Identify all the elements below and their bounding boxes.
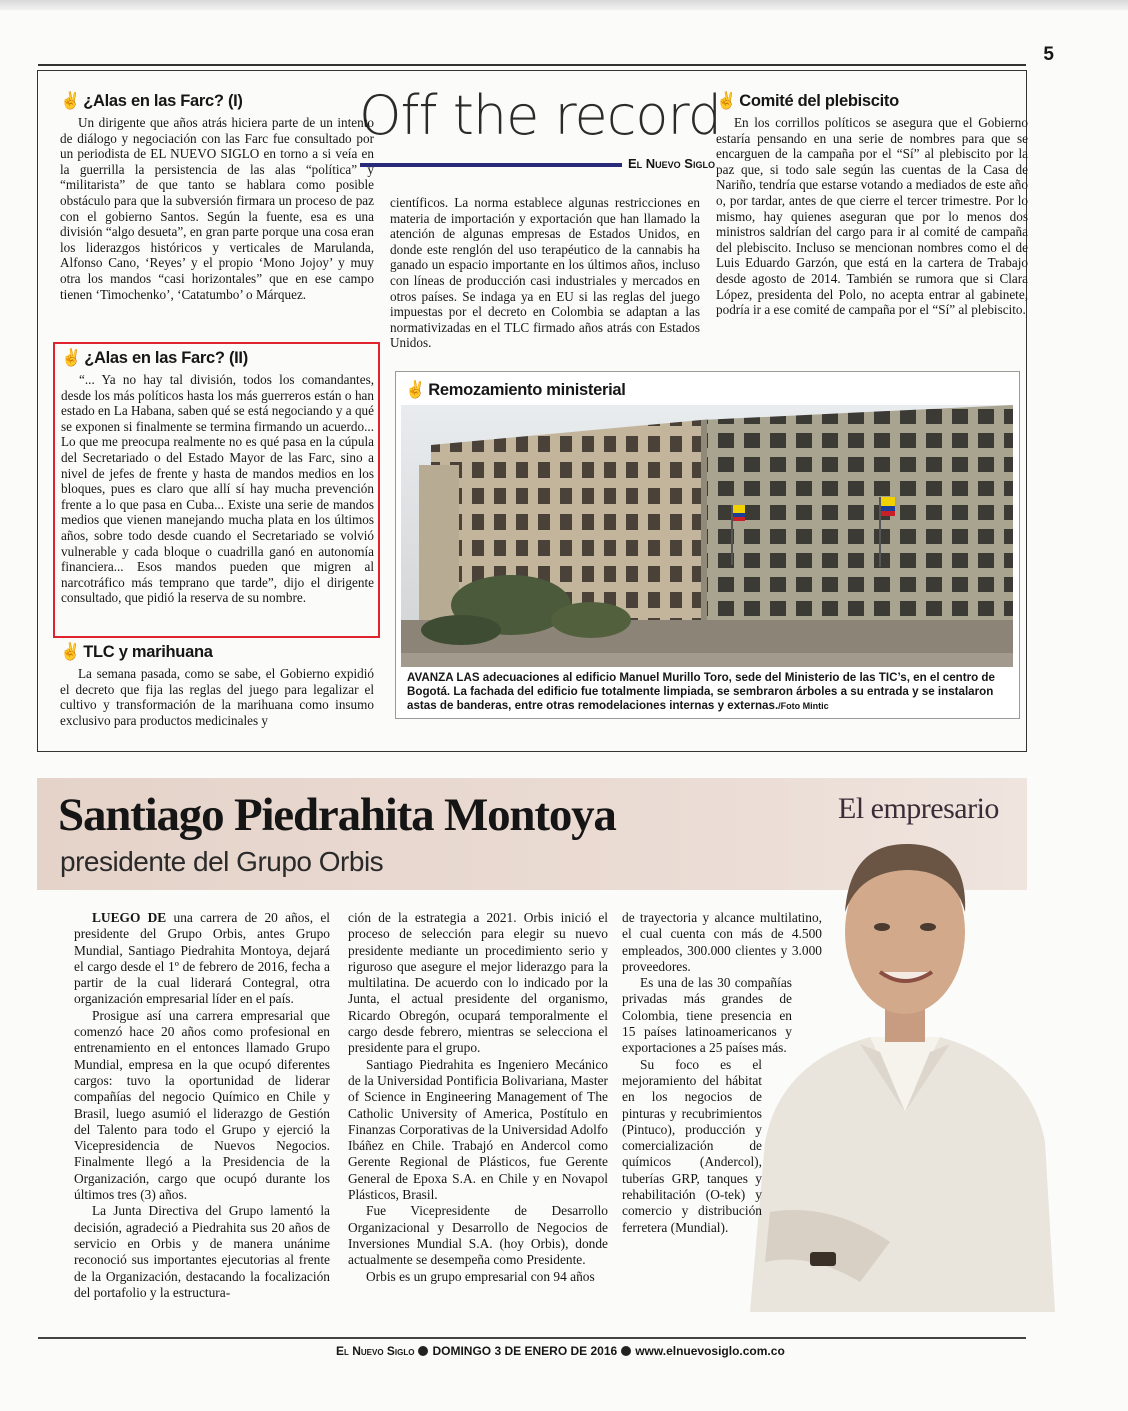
- section-label: El empresario: [838, 792, 999, 825]
- footer-url[interactable]: www.elnuevosiglo.com.co: [635, 1344, 785, 1358]
- page-number: 5: [1043, 44, 1054, 65]
- section-alas-2: [61, 349, 374, 606]
- bullet-icon: [621, 1346, 631, 1356]
- paragraph: Fue Vicepresidente de Desarrollo Organizacional y Desarrollo de Negocios de Inversiones Mundial S.A. (hoy Orbis), donde actualmente se desempeña como Presidente.: [348, 1203, 608, 1268]
- masthead-brand: El Nuevo Siglo: [628, 156, 715, 171]
- article-body: científicos. La norma establece algunas restricciones en materia de importación y exportación que han llamado la atención de algunas empresas de Estados Unidos, en donde este renglón del uso terapéutico de la cannabis ha ganado un espacio importante en los últimos años, incluso con líneas de producción casi industriales y mercados en otros países. Se indaga ya en EU si las reglas del juego impuestas por el decreto en Colombia se adaptan a las normativizadas en el TLC firmado años atrás con Estados Unidos.: [390, 195, 700, 351]
- article-body: “... Ya no hay tal división, todos los comandantes, desde los más políticos hasta los más guerreros están o han estado en La Habana, saben qué se está negociando y a qué se exponen si finalmente se termina firmando un acuerdo... Lo que me preocupa realmente no es qué pasa en la cúpula del Secretariado o del Estado Mayor de las Farc, sino a nivel de jefes de frente y hasta de mandos medios en los bloques, pues es claro que allí sí hay mucha prevención frente a lo que pasa en Cuba... Existe una serie de mandos medios que vienen manejando mucha plata en los últimos años, sobre todo desde cuando el Secretariado se volvió vulnerable y cada bloque o cuadrilla ganó en autonomía financiera... Esos mandos pueden que migren al narcotráfico más temprano que tarde”, dijo el dirigente consultado, que pidió la reserva de su nombre.: [61, 372, 374, 606]
- bullet-icon: [418, 1346, 428, 1356]
- profile-col-1: [74, 910, 330, 1301]
- paragraph: LUEGO DE una carrera de 20 años, el presidente del Grupo Orbis, antes Grupo Mundial, Santiago Piedrahita Montoya, dejará el cargo desde el 1º de febrero de 2016, fecha a partir de la cual liderará Contegral, otra organización empresarial líder en el país.: [74, 910, 330, 1007]
- building-photo: [401, 405, 1013, 667]
- section-tlc: [60, 643, 374, 728]
- section-comite: [716, 92, 1028, 318]
- profile-name: Santiago Piedrahita Montoya: [58, 789, 616, 841]
- section-heading: ✌ ¿Alas en las Farc? (II): [61, 349, 248, 367]
- paragraph: Su foco es el mejoramiento del hábitat en los negocios de pinturas y recubrimientos (Pintuco), producción y comercialización de químicos (Andercol), tuberías GRP, tanques y rehabilitación (O-tek) y comercio y distribución ferretera (Mundial).: [622, 1056, 762, 1235]
- masthead-title: Off the record: [359, 84, 721, 147]
- footer: [336, 1344, 785, 1358]
- profile-role: presidente del Grupo Orbis: [60, 846, 384, 877]
- paragraph: Es una de las 30 compañías privadas más grandes de Colombia, tiene presencia en 15 países latinoamericanos y exportaciones a 25 países más.: [622, 975, 792, 1056]
- article-body: La semana pasada, como se sabe, el Gobierno expidió el decreto que fija las reglas del juego para legalizar el cultivo y transformación de la marihuana como insumo exclusivo para productos medicinales y: [60, 666, 374, 728]
- section-heading: ✌ TLC y marihuana: [60, 643, 213, 661]
- section-heading: ✌ Comité del plebiscito: [716, 92, 899, 110]
- victory-hand-icon: ✌: [61, 349, 82, 367]
- article-body: En los corrillos políticos se asegura que el Gobierno estaría pensando en una serie de nombres para que se encarguen de la campaña por el “Sí” al plebiscito por la paz que, si todo sale según las cuentas de la Casa de Nariño, tendría que estarse votando a mediados de este año o, por tardar, antes de que cierre el tercer trimestre. Por lo mismo, hay quienes aseguran que por lo menos dos ministros saldrían del cargo para ir al comité de campaña del plebiscito. Incluso se mencionan nombres como el de Luis Eduardo Garzón, que está en la cartera de Trabajo desde agosto de 2014. También se rumora que si Clara López, presidenta del Polo, no acepta entrar al gabinete, podría ir a ese comité de campaña por el “Sí” al plebiscito.: [716, 115, 1028, 318]
- paragraph: Santiago Piedrahita es Ingeniero Mecánico de la Universidad Pontificia Bolivariana, Master of Science in Engineering Management of The Catholic University of America, Postítulo en Finanzas Corporativas de la Universidad Adolfo Ibáñez en Chile. Trabajó en Andercol como Gerente Regional de Plásticos, fue Gerente General de Epoxa S.A. en Chile y en Novapol Plásticos, Brasil.: [348, 1056, 608, 1203]
- victory-hand-icon: ✌: [405, 381, 426, 399]
- footer-date: DOMINGO 3 DE ENERO DE 2016: [432, 1344, 618, 1358]
- paragraph: Orbis es un grupo empresarial con 94 años: [366, 1268, 595, 1284]
- footer-brand: El Nuevo Siglo: [336, 1344, 415, 1358]
- section-tlc-continued: [390, 195, 700, 351]
- bottom-rule: [38, 1337, 1026, 1339]
- top-rule: [38, 64, 1026, 66]
- photo-caption: [407, 671, 1013, 713]
- paragraph: de trayectoria y alcance multilatino, el cual cuenta con más de 4.500 empleados, 300.000 clientes y 3.000 proveedores.: [622, 910, 822, 974]
- caption-body: adecuaciones al edificio Manuel Murillo Toro, sede del Ministerio de las TIC’s, en el centro de Bogotá. La fachada del edificio fue totalmente limpiada, se sembraron árboles a su entrada y se instalaron astas de banderas, entre otras remodelaciones internas y externas.: [407, 671, 995, 712]
- caption-lead: AVANZA LAS: [407, 671, 480, 684]
- victory-hand-icon: ✌: [60, 92, 81, 110]
- paragraph: La Junta Directiva del Grupo lamentó la decisión, agradeció a Piedrahita sus 20 años de servicio en Orbis y de manera unánime reconoció sus importantes ejecutorias al frente de la Organización, destacando la focalización del portafolio y la estructura-: [74, 1203, 330, 1300]
- paragraph: Prosigue así una carrera empresarial que comenzó hace 20 años como profesional en entrenamiento en el entonces llamado Grupo Mundial, empresa en la que ocupó diferentes cargos: tuvo la oportunidad de liderar compañías del negocio Químico en Chile y Brasil, luego asumió el liderazgo de Gestión del Talento para todo el Grupo y ejerció la Vicepresidencia de Nuevos Negocios. Finalmente llegó a la Presidencia de la Organización, cargo que ocupó durante los últimos tres (3) años.: [74, 1007, 330, 1203]
- profile-col-3: [622, 910, 822, 1236]
- article-body: Un dirigente que años atrás hiciera parte de un intento de diálogo y negociación con las Farc fue consultado por un periodista de EL NUEVO SIGLO en torno a si veía en la guerrilla la persistencia de las alas “política” y “militarista” de que tanto se hablara como posible obstáculo para que la subversión firmara un proceso de paz con el gobierno Santos. Según la fuente, esa es una división “algo desueta”, en gran parte porque una cosa eran los liderazgos históricos y verticales de Marulanda, Alfonso Cano, ‘Reyes’ y el propio ‘Mono Jojoy’ y muy otra los mandos “casi horizontales” que en ese campo tienen ‘Timochenko’, ‘Catatumbo’ o Márquez.: [60, 115, 374, 302]
- masthead-rule: [360, 163, 622, 167]
- section-heading: ✌ Remozamiento ministerial: [405, 381, 626, 399]
- victory-hand-icon: ✌: [60, 643, 81, 661]
- profile-col-2: [348, 910, 608, 1285]
- section-alas-1: [60, 92, 374, 302]
- paragraph: ción de la estrategia a 2021. Orbis inició el proceso de selección para elegir su nuevo presidente mediante un procedimiento serio y riguroso que asegure el mejor liderazgo para la multilatina. De acuerdo con lo indicado por la Junta, el actual presidente del organismo, Ricardo Obregón, ocupará temporalmente el cargo desde febrero, mientras se selecciona el presidente para el grupo.: [348, 910, 608, 1056]
- victory-hand-icon: ✌: [716, 92, 737, 110]
- scan-top-strip: [0, 0, 1128, 10]
- photo-credit: /Foto Mintic: [778, 701, 829, 711]
- section-heading: ✌ ¿Alas en las Farc? (I): [60, 92, 243, 110]
